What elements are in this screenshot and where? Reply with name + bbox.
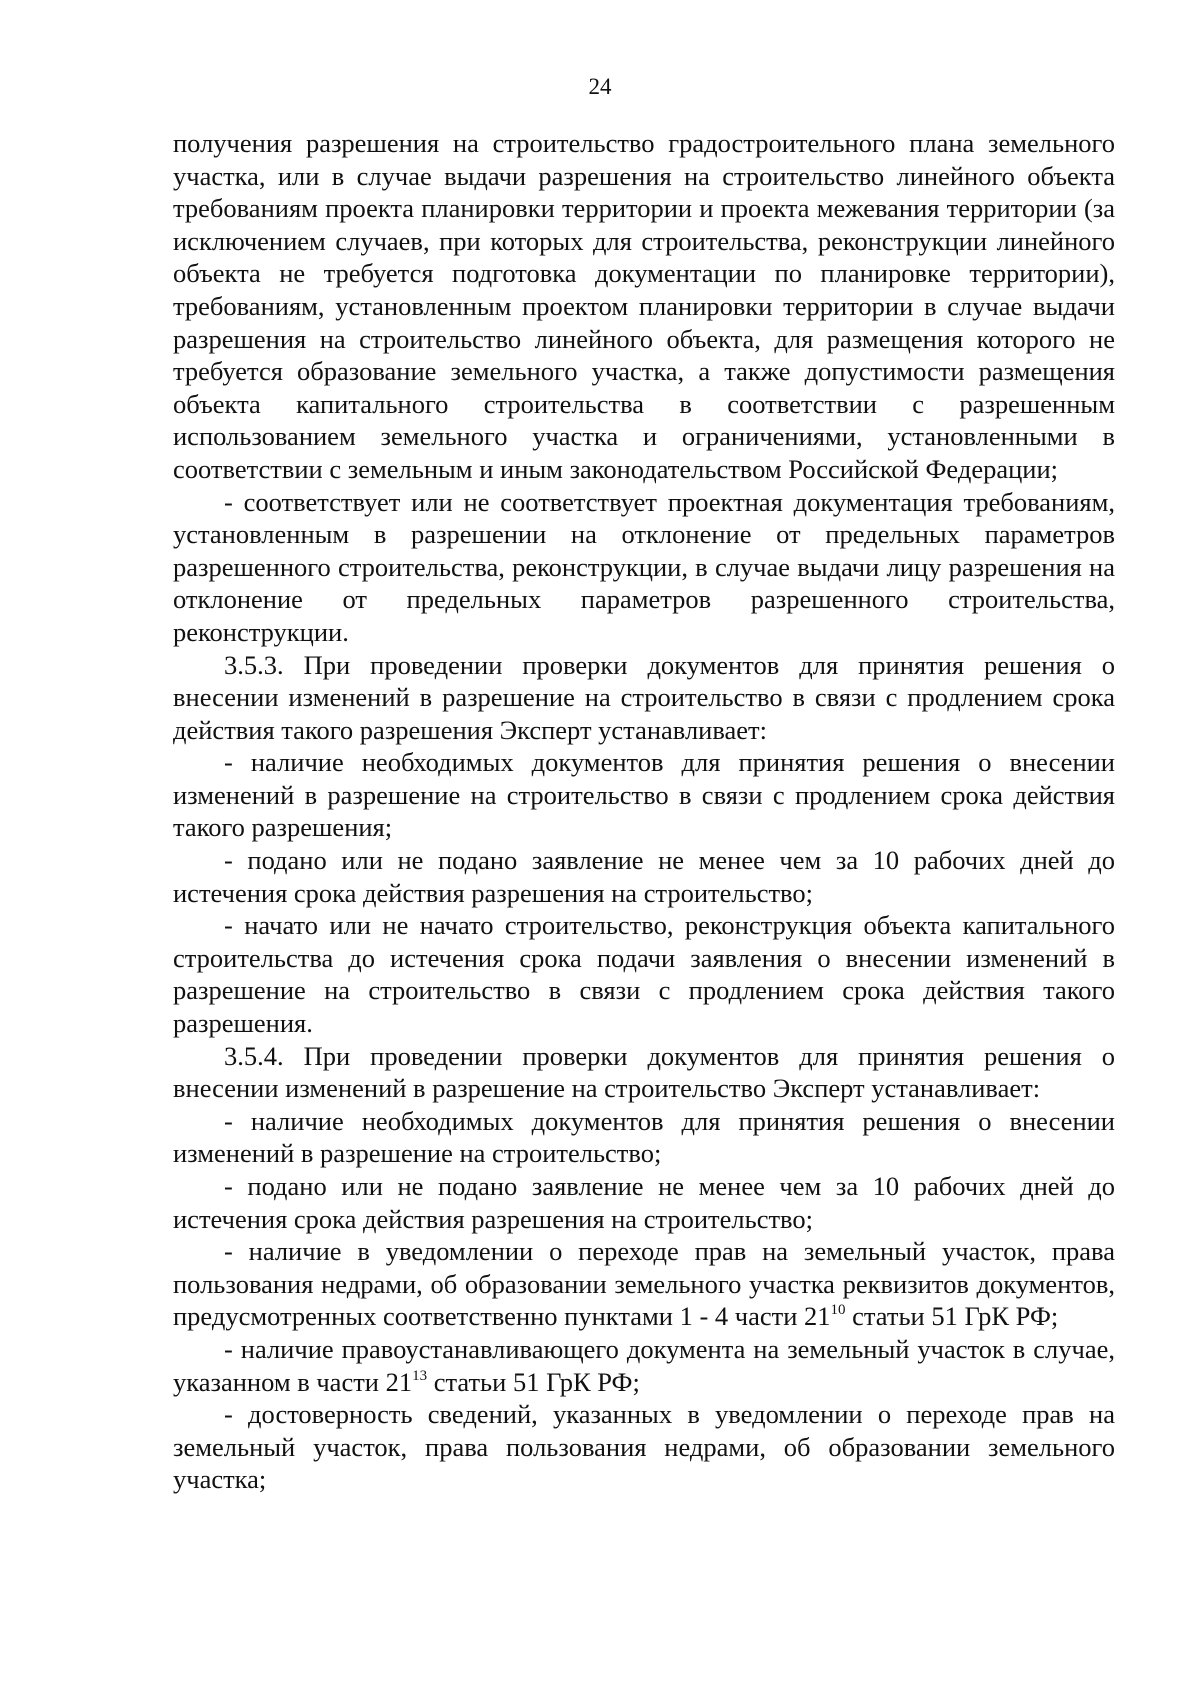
superscript: 13 — [412, 1367, 428, 1384]
paragraph-bullet-title-document — [173, 1333, 1115, 1398]
paragraph-bullet-application-deadline-2: - подано или не подано заявление не менее чем за 10 рабочих дней до истечения срока действия разрешения на строительство; — [173, 1171, 1115, 1234]
paragraph-bullet-reliability: - достоверность сведений, указанных в уведомлении о переходе прав на земельный участок, права пользования недрами, об образовании земельного участка; — [173, 1399, 1115, 1495]
paragraph-text: статьи 51 ГрК РФ; — [427, 1366, 640, 1397]
paragraph-bullet-documents-extension: - наличие необходимых документов для принятия решения о внесении изменений в разрешение на строительство в связи с продлением срока действия такого разрешения; — [173, 747, 1115, 843]
paragraph-bullet-notification-details — [173, 1235, 1115, 1333]
superscript: 10 — [830, 1302, 846, 1319]
paragraph-clause-3-5-3: 3.5.3. При проведении проверки документов для принятия решения о внесении изменений в разрешение на строительство в связи с продлением срока действия такого разрешения Эксперт устанавливает: — [173, 649, 1115, 745]
paragraph-bullet-construction-started: - начато или не начато строительство, реконструкция объекта капитального строительства до истечения срока подачи заявления о внесении изменений в разрешение на строительство в связи с продлением срока действия такого разрешения. — [173, 910, 1115, 1039]
paragraph-text: - наличие в уведомлении о переходе прав на земельный участок, права пользования недрами, об образовании земельного участка реквизитов документов, предусмотренных соответственно пунктами 1 - 4 части 21 — [173, 1236, 1115, 1332]
paragraph-clause-3-5-4: 3.5.4. При проведении проверки документов для принятия решения о внесении изменений в разрешение на строительство Эксперт устанавливает: — [173, 1040, 1115, 1104]
paragraph-bullet-compliance: - соответствует или не соответствует проектная документация требованиям, установленным в разрешении на отклонение от предельных параметров разрешенного строительства, реконструкции, в случае выдачи лицу разрешения на отклонение от предельных параметров разрешенного строительства, реконструкции. — [173, 486, 1115, 647]
paragraph-bullet-documents-changes: - наличие необходимых документов для принятия решения о внесении изменений в разрешение на строительство; — [173, 1105, 1115, 1169]
paragraph-bullet-application-deadline: - подано или не подано заявление не менее чем за 10 рабочих дней до истечения срока действия разрешения на строительство; — [173, 845, 1115, 908]
paragraph-continuation: получения разрешения на строительство градостроительного плана земельного участка, или в случае выдачи разрешения на строительство линейного объекта требованиям проекта планировки территории и проекта межевания территории (за исключением случаев, при которых для строительства, реконструкции линейного объекта не требуется подготовка документации по планировке территории), требованиям, установленным проектом планировки территории в случае выдачи разрешения на строительство линейного объекта, для размещения которого не требуется образование земельного участка, а также допустимости размещения объекта капитального строительства в соответствии с разрешенным использованием земельного участка и ограничениями, установленными в соответствии с земельным и иным законодательством Российской Федерации; — [173, 128, 1115, 484]
paragraph-text: статьи 51 ГрК РФ; — [845, 1301, 1059, 1332]
page-number: 24 — [588, 74, 612, 99]
document-body — [173, 127, 1115, 1496]
paragraph-text: - наличие правоустанавливающего документа на земельный участок в случае, указанном в части 21 — [173, 1333, 1115, 1397]
